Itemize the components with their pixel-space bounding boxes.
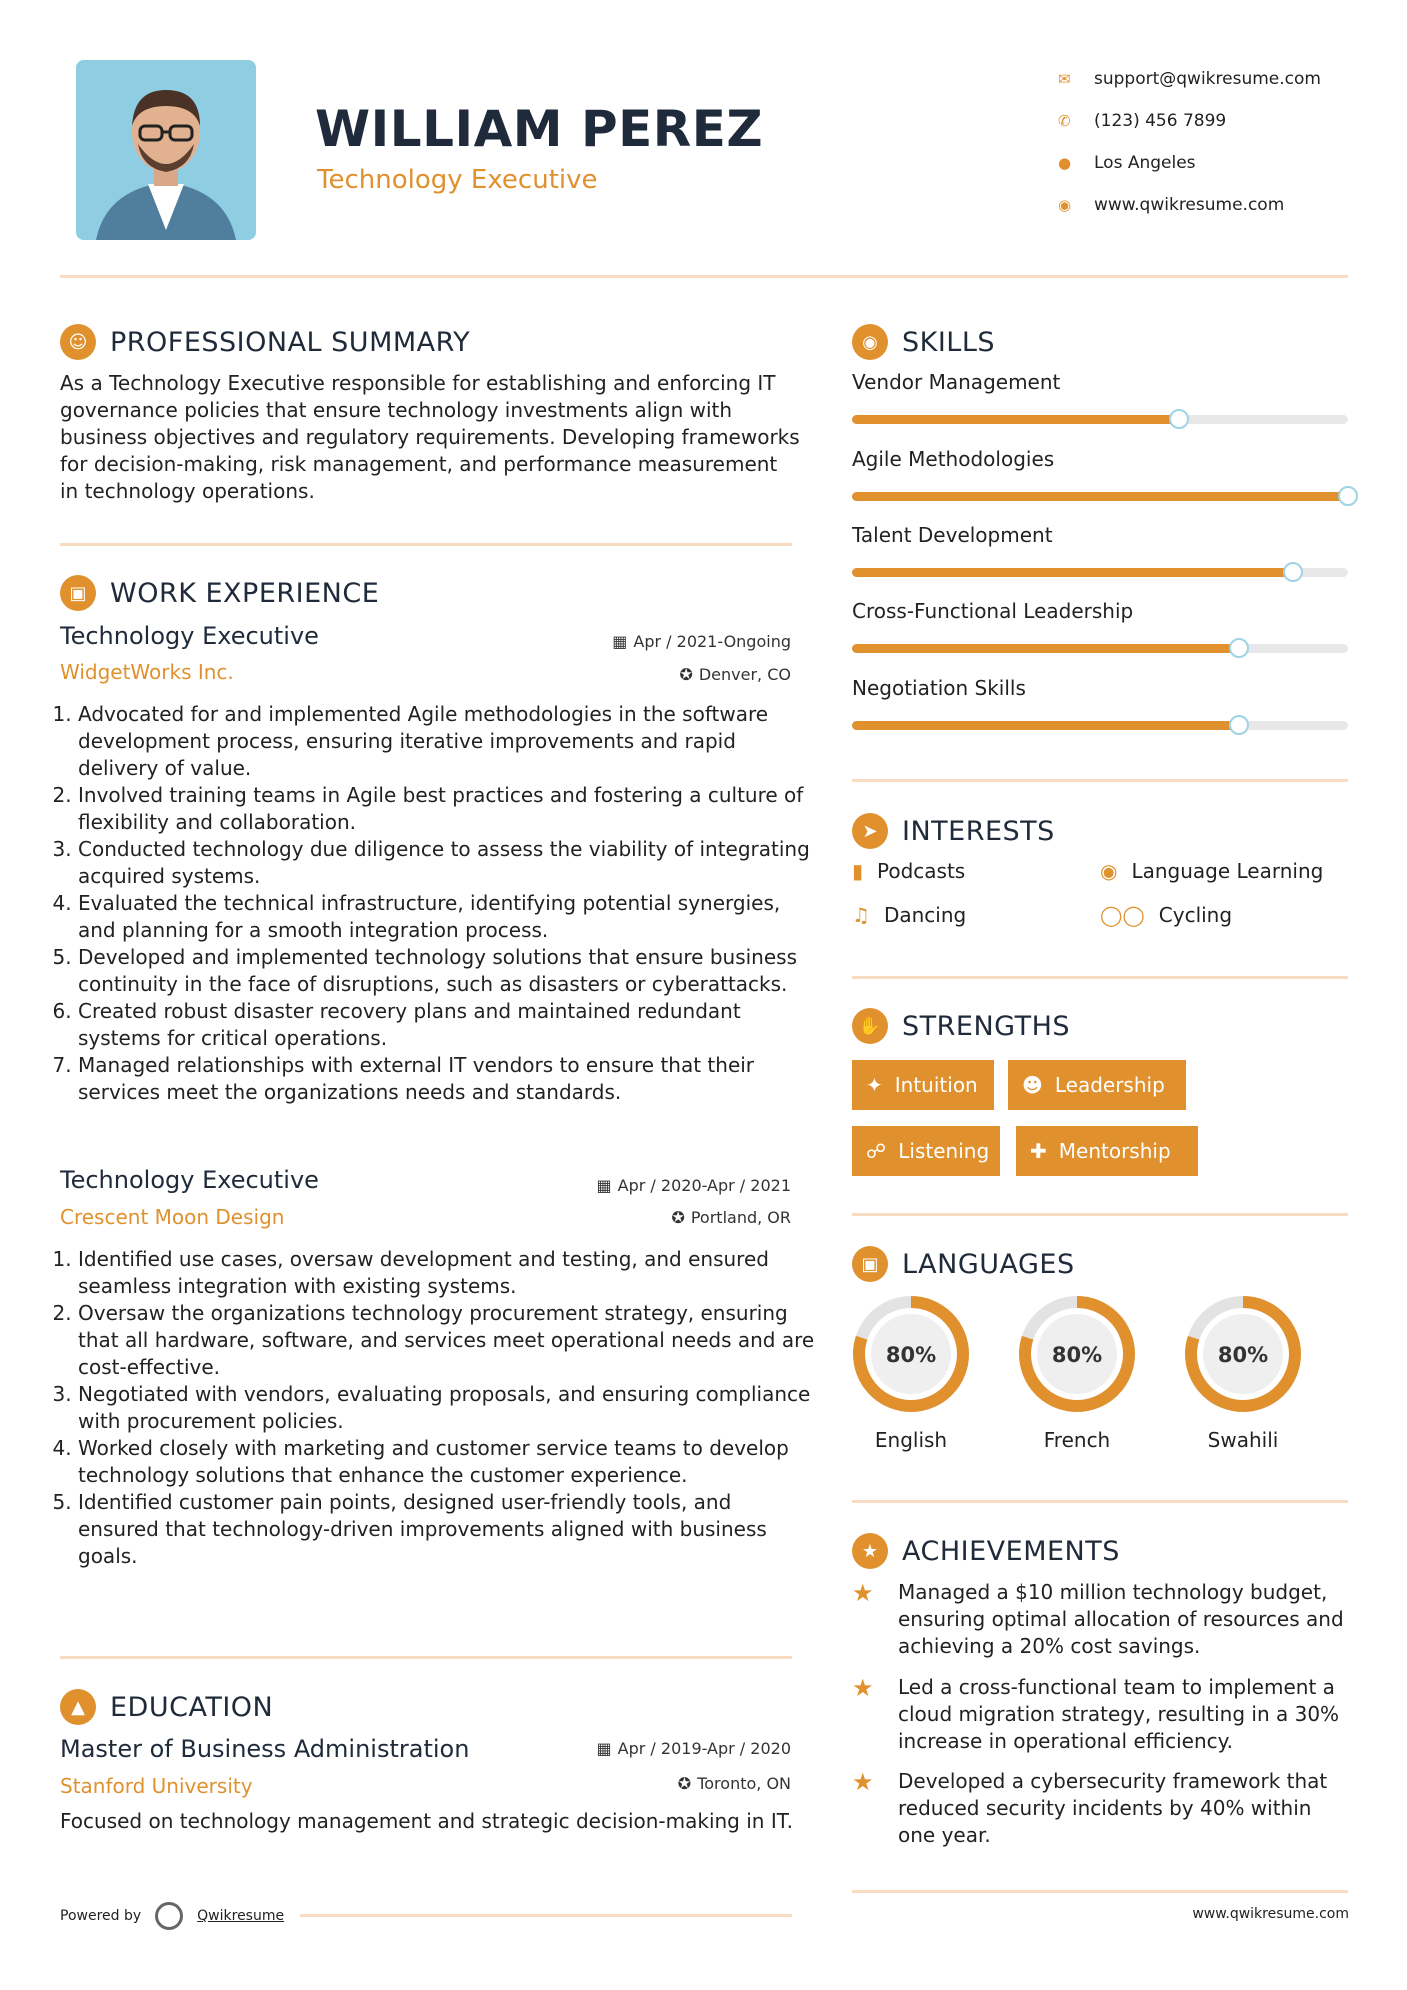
skill-bar-knob[interactable] (1229, 638, 1249, 658)
achievement-item (852, 1674, 1352, 1755)
job-1-bullets (60, 701, 818, 1106)
language-item (846, 1292, 976, 1452)
skill-bar (852, 492, 1348, 501)
list-item: 1. Advocated for and implemented Agile methodologies in the software development process, ensuring iterative improvements and rapid delivery of value. (78, 701, 818, 782)
interest-label: Podcasts (877, 859, 966, 883)
strength-chip (1016, 1126, 1198, 1176)
strength-label: Leadership (1054, 1073, 1165, 1097)
footer-powered-by (60, 1902, 284, 1930)
lightbulb-icon: ◉ (852, 324, 888, 360)
star-icon: ★ (852, 1579, 874, 1607)
language-name: French (1043, 1428, 1111, 1452)
job-2-title: Technology Executive (60, 1166, 319, 1194)
skill-item (852, 599, 1348, 653)
calendar-icon: ▦ (596, 1176, 612, 1195)
achievements-divider (852, 1890, 1348, 1893)
languages-title: LANGUAGES (902, 1248, 1075, 1280)
skill-bar-fill (852, 415, 1179, 424)
education-location-text: Toronto, ON (697, 1774, 791, 1793)
summary-title: PROFESSIONAL SUMMARY (110, 326, 471, 358)
language-item (1178, 1292, 1308, 1452)
interest-label: Cycling (1158, 903, 1233, 927)
skill-bar-fill (852, 492, 1348, 501)
skill-item (852, 523, 1348, 577)
skill-bar-fill (852, 568, 1293, 577)
qwikresume-logo-icon (155, 1902, 183, 1930)
strength-label: Listening (898, 1139, 990, 1163)
fist-icon: ✋ (852, 1008, 888, 1044)
experience-divider (60, 1656, 792, 1659)
location-pin-icon: ● (1058, 154, 1072, 172)
strengths-heading (852, 1008, 1070, 1044)
list-item: 5. Developed and implemented technology solutions that ensure business continuity in the face of disruptions, such as disasters or cyberattacks. (78, 944, 818, 998)
language-item (1012, 1292, 1142, 1452)
job-2-location (671, 1208, 791, 1227)
briefcase-icon: ▣ (60, 575, 96, 611)
language-percent: 80% (885, 1343, 937, 1367)
job-1-company: WidgetWorks Inc. (60, 660, 234, 684)
star-icon: ★ (852, 1674, 874, 1702)
skill-bar (852, 415, 1348, 424)
interests-heading (852, 813, 1055, 849)
job-2-company: Crescent Moon Design (60, 1205, 285, 1229)
summary-text: As a Technology Executive responsible for establishing and enforcing IT governance policies that ensure technology investments align with business objectives and regulatory requirements. Developing frameworks for decision-making, risk management, and performance measurement in technology operations. (60, 371, 800, 503)
interest-item (852, 859, 965, 883)
achievements-title: ACHIEVEMENTS (902, 1535, 1120, 1567)
skill-bar (852, 568, 1348, 577)
education-dates-text: Apr / 2019-Apr / 2020 (617, 1739, 791, 1758)
summary-divider (60, 543, 792, 546)
achievement-text: Developed a cybersecurity framework that reduced security incidents by 40% within one year. (898, 1769, 1328, 1847)
globe-icon: ◉ (1058, 196, 1072, 214)
strength-label: Intuition (894, 1073, 978, 1097)
education-school: Stanford University (60, 1774, 253, 1798)
contact-phone-text: (123) 456 7899 (1094, 111, 1227, 131)
strength-chip (1008, 1060, 1186, 1110)
experience-heading (60, 575, 379, 611)
contact-email-text: support@qwikresume.com (1094, 69, 1321, 89)
phone-icon: ✆ (1058, 112, 1071, 130)
list-item: 7. Managed relationships with external IT vendors to ensure that their services meet the organizations needs and standards. (78, 1052, 818, 1106)
list-item: 2. Involved training teams in Agile best practices and fostering a culture of flexibility and collaboration. (78, 782, 818, 836)
powered-by-label: Powered by (60, 1908, 142, 1924)
microphone-icon: ▮ (852, 859, 864, 883)
list-item: 5. Identified customer pain points, designed user-friendly tools, and ensured that technology-driven improvements aligned with business goals. (78, 1489, 818, 1570)
job-1-dates-text: Apr / 2021-Ongoing (633, 632, 791, 651)
magic-wand-icon: ✦ (866, 1073, 883, 1097)
pushpin-icon: ✪ (677, 1774, 692, 1793)
skill-name: Vendor Management (852, 370, 1061, 394)
achievement-text: Managed a $10 million technology budget, ensuring optimal allocation of resources and achieving a 20% cost savings. (898, 1580, 1344, 1658)
language-donut (1015, 1292, 1139, 1416)
globe-icon: ◉ (1100, 859, 1118, 883)
interest-label: Language Learning (1131, 859, 1324, 883)
list-item: 4. Evaluated the technical infrastructure, identifying potential synergies, and planning for a smooth integration process. (78, 890, 818, 944)
candidate-title: Technology Executive (317, 165, 598, 195)
strength-chip (852, 1060, 994, 1110)
skill-item (852, 447, 1348, 501)
contact-website-text: www.qwikresume.com (1094, 195, 1285, 215)
language-donut (849, 1292, 973, 1416)
footer-divider (300, 1914, 792, 1917)
music-note-icon: ♫ (852, 903, 870, 927)
list-item: 6. Created robust disaster recovery plans and maintained redundant systems for critical operations. (78, 998, 818, 1052)
contact-location (1058, 142, 1321, 184)
education-degree: Master of Business Administration (60, 1735, 470, 1763)
strength-chip (852, 1126, 1000, 1176)
achievement-text: Led a cross-functional team to implement a cloud migration strategy, resulting in a 30% increase in operational efficiency. (898, 1675, 1340, 1753)
job-1-title: Technology Executive (60, 622, 319, 650)
skill-bar-fill (852, 644, 1239, 653)
experience-title: WORK EXPERIENCE (110, 577, 380, 609)
skill-bar-knob[interactable] (1338, 486, 1358, 506)
skills-title: SKILLS (902, 326, 996, 358)
contact-location-text: Los Angeles (1094, 153, 1196, 173)
envelope-icon: ✉ (1058, 70, 1071, 88)
language-name: Swahili (1207, 1428, 1279, 1452)
skill-bar-knob[interactable] (1283, 562, 1303, 582)
language-card-icon: ▣ (852, 1246, 888, 1282)
skill-name: Talent Development (852, 523, 1053, 547)
job-1-location-text: Denver, CO (698, 665, 791, 684)
list-item: 3. Conducted technology due diligence to assess the viability of integrating acquired systems. (78, 836, 818, 890)
profile-photo (76, 60, 256, 240)
candidate-name: WILLIAM PEREZ (315, 100, 764, 158)
education-location (678, 1774, 791, 1793)
star-icon: ★ (852, 1768, 874, 1796)
calendar-icon: ▦ (612, 632, 628, 651)
footer-url[interactable]: www.qwikresume.com (1192, 1906, 1349, 1922)
education-text: Focused on technology management and strategic decision-making in IT. (60, 1809, 793, 1833)
strengths-divider (852, 1213, 1348, 1216)
language-donut (1181, 1292, 1305, 1416)
pushpin-icon: ✪ (679, 665, 693, 684)
skill-item (852, 676, 1348, 730)
language-name: English (874, 1428, 948, 1452)
interest-label: Dancing (883, 903, 967, 927)
strength-label: Mentorship (1058, 1139, 1171, 1163)
list-item: 4. Worked closely with marketing and customer service teams to develop technology solutions that enhance the customer experience. (78, 1435, 818, 1489)
bicycle-icon: ◯◯ (1100, 903, 1145, 927)
skills-divider (852, 779, 1348, 782)
header-divider (60, 275, 1348, 278)
job-2-dates (597, 1176, 791, 1195)
star-badge-icon: ★ (852, 1533, 888, 1569)
skill-bar (852, 644, 1348, 653)
education-heading (60, 1689, 273, 1725)
interests-title: INTERESTS (902, 815, 1055, 847)
achievement-item (852, 1579, 1352, 1660)
user-plus-icon: ✚ (1030, 1139, 1047, 1163)
skills-heading (852, 324, 995, 360)
skill-bar-fill (852, 721, 1239, 730)
paper-plane-icon: ➤ (852, 813, 888, 849)
interest-item (1100, 859, 1323, 883)
contact-email[interactable] (1058, 58, 1321, 100)
skill-name: Negotiation Skills (852, 676, 1026, 700)
skill-bar-knob[interactable] (1229, 715, 1249, 735)
skill-bar-knob[interactable] (1169, 409, 1189, 429)
list-item: 3. Negotiated with vendors, evaluating proposals, and ensuring compliance with procurement policies. (78, 1381, 818, 1435)
pushpin-icon: ✪ (671, 1208, 685, 1227)
job-1-dates (612, 632, 791, 651)
skill-name: Cross-Functional Leadership (852, 599, 1134, 623)
summary-heading (60, 324, 470, 360)
list-item: 2. Oversaw the organizations technology procurement strategy, ensuring that all hardware, software, and services meet operational needs and are cost-effective. (78, 1300, 818, 1381)
education-dates (597, 1739, 791, 1758)
contact-list (1058, 58, 1321, 226)
language-percent: 80% (1217, 1343, 1269, 1367)
languages-heading (852, 1246, 1075, 1282)
interest-item (1100, 903, 1232, 927)
list-item: 1. Identified use cases, oversaw development and testing, and ensured seamless integration with existing systems. (78, 1246, 818, 1300)
contact-website[interactable] (1058, 184, 1321, 226)
job-1-location (679, 665, 791, 684)
languages-divider (852, 1500, 1348, 1503)
achievements-heading (852, 1533, 1120, 1569)
headphones-icon: ☍ (866, 1139, 887, 1163)
user-icon: ☺ (60, 324, 96, 360)
calendar-icon: ▦ (596, 1739, 612, 1758)
interest-item (852, 903, 966, 927)
education-title: EDUCATION (110, 1691, 274, 1723)
job-2-location-text: Portland, OR (690, 1208, 791, 1227)
interests-divider (852, 976, 1348, 979)
language-percent: 80% (1051, 1343, 1103, 1367)
job-2-bullets (60, 1246, 818, 1570)
brand-link[interactable]: Qwikresume (197, 1908, 285, 1924)
skill-name: Agile Methodologies (852, 447, 1055, 471)
achievement-item (852, 1768, 1352, 1849)
skill-bar (852, 721, 1348, 730)
strengths-title: STRENGTHS (902, 1010, 1071, 1042)
skill-item (852, 370, 1348, 424)
job-2-dates-text: Apr / 2020-Apr / 2021 (617, 1176, 791, 1195)
contact-phone[interactable] (1058, 100, 1321, 142)
graduation-cap-icon: ▲ (60, 1689, 96, 1725)
users-icon: ☻ (1022, 1073, 1043, 1097)
